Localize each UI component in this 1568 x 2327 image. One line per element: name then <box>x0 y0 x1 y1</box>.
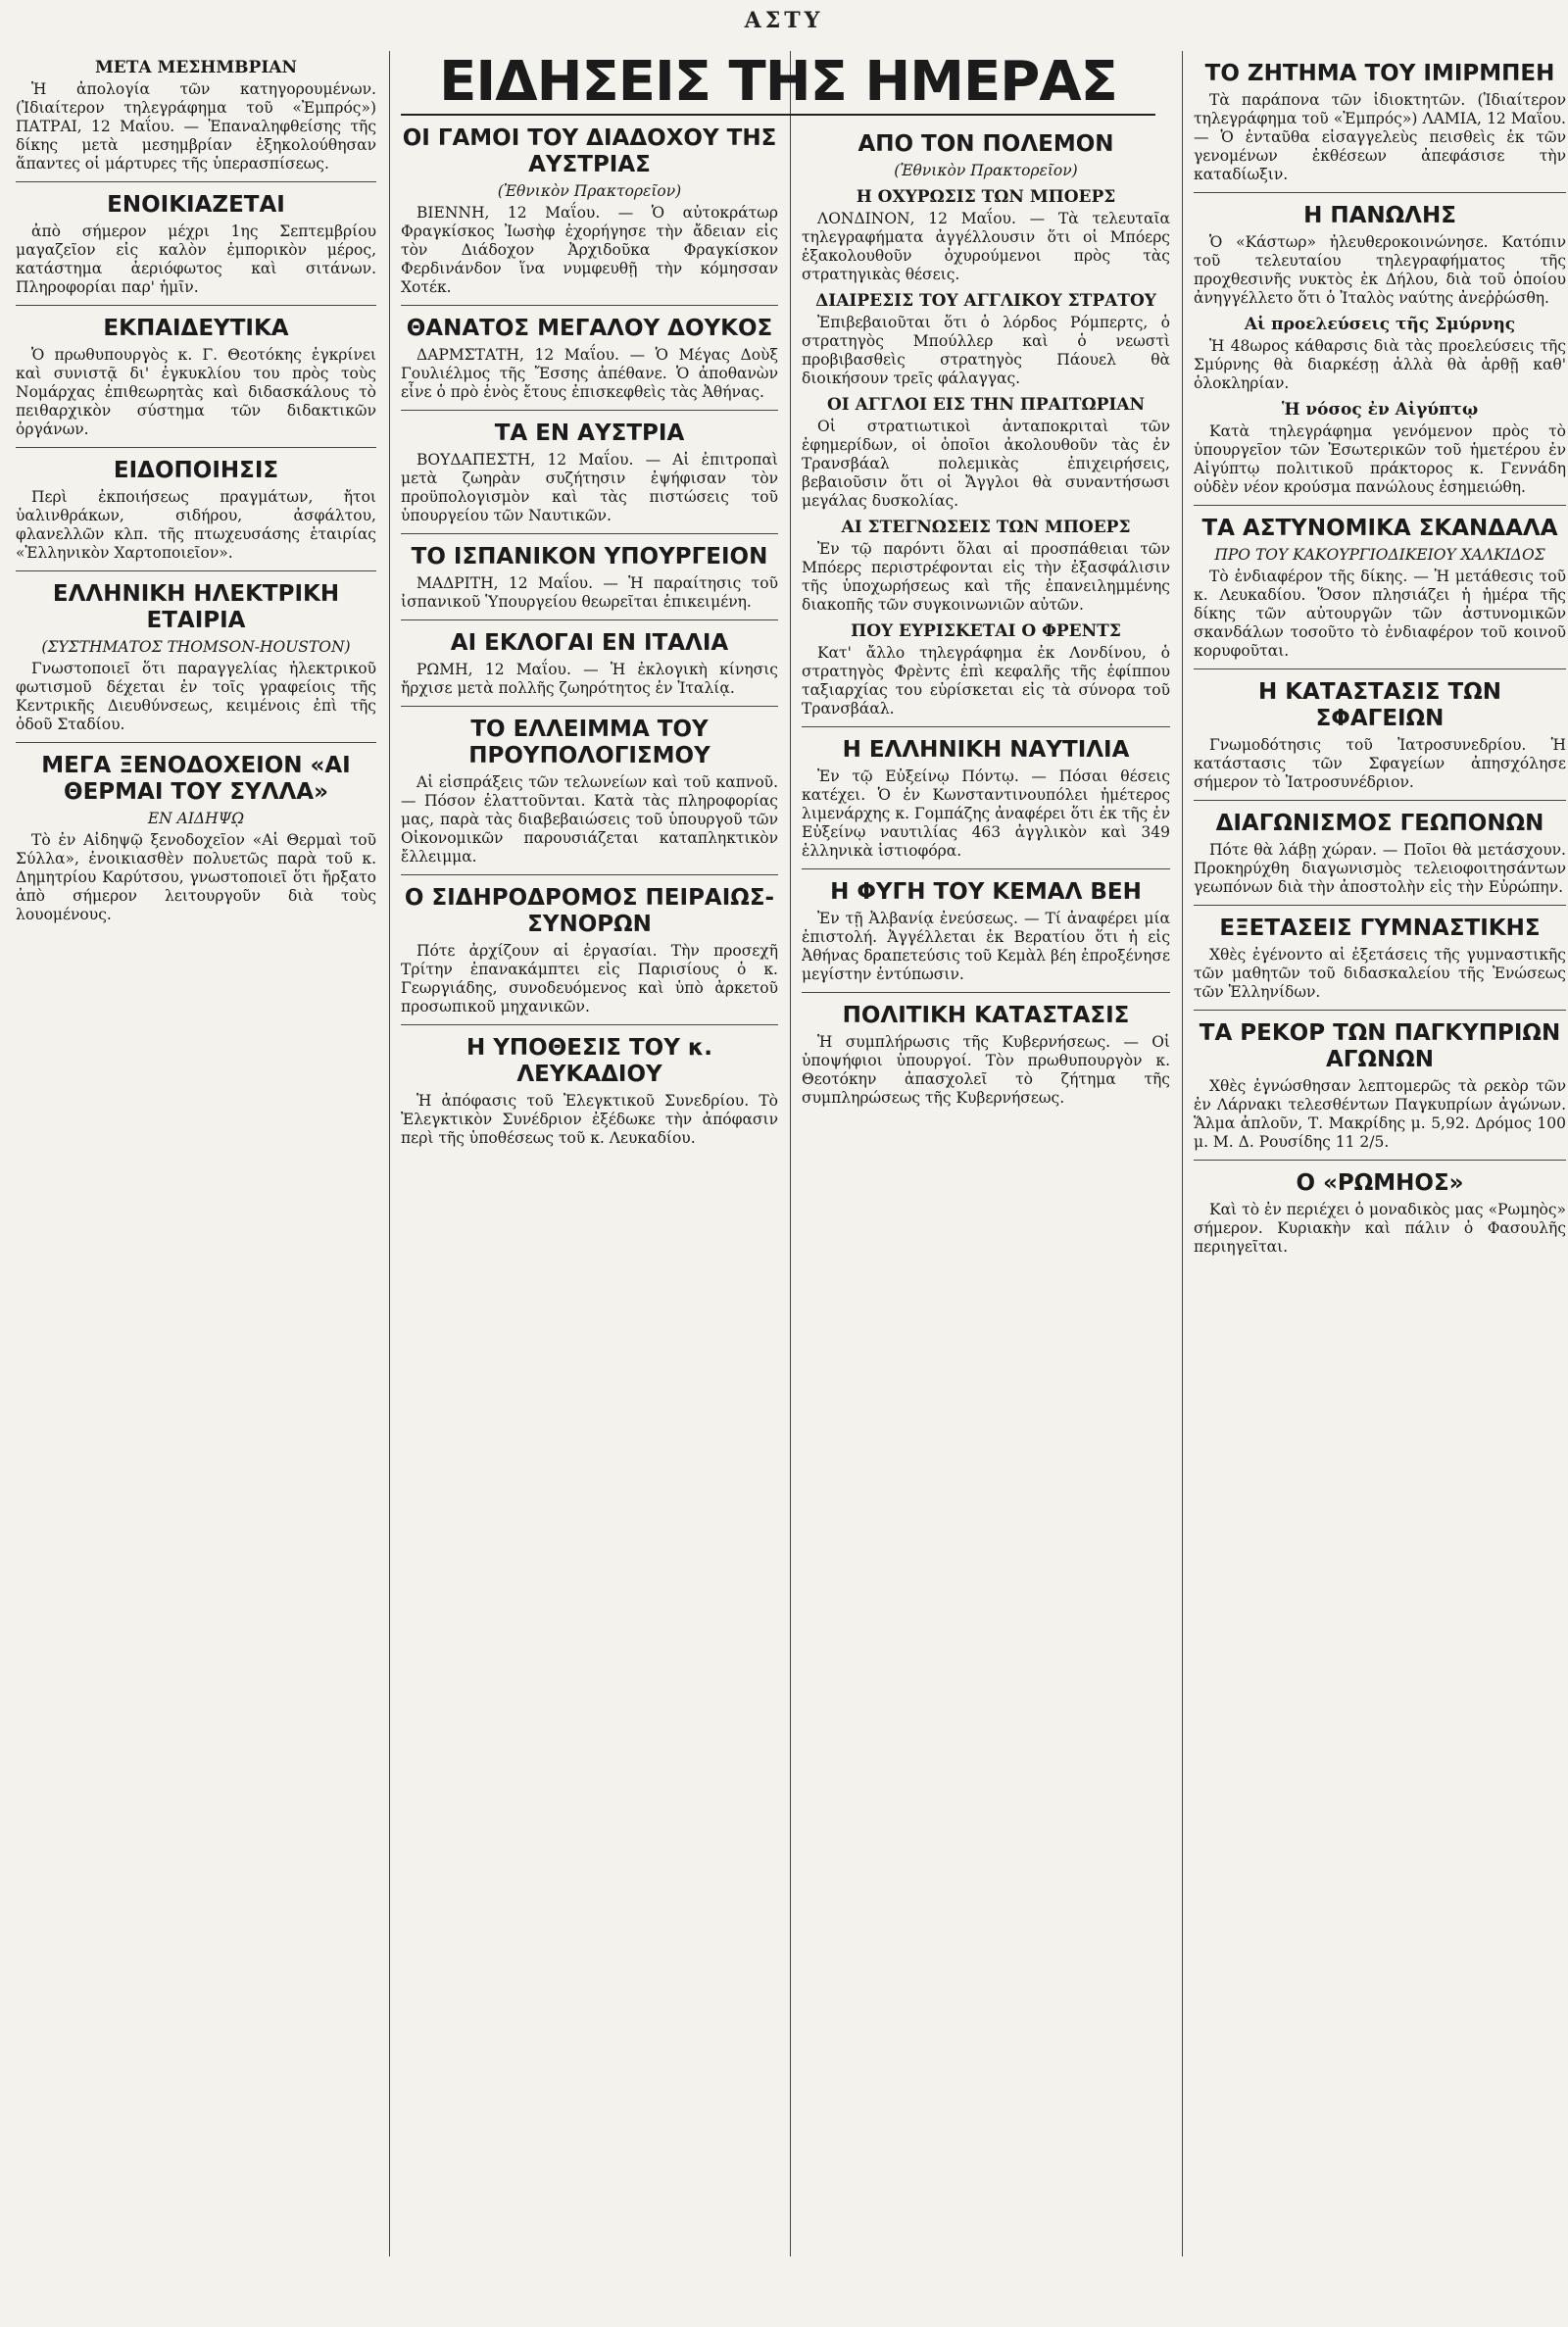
running-head: ΑΣΤΥ <box>744 8 824 33</box>
article-text: Περὶ ἐκποιήσεως πραγμάτων, ἤτοι ὑαλινθράκων, σιδήρου, ἀσφάλτου, φλανελλῶν κλπ. τῆς πτωχευσάσης ἑταιρίας «Ἑλληνικὸν Χαρτοποιεῖον». <box>16 488 376 562</box>
divider <box>802 868 1170 869</box>
article-text: Ἐπιβεβαιοῦται ὅτι ὁ λόρδος Ρόμπερτς, ὁ στρατηγὸς Μπούλλερ καὶ ὁ νεωστὶ προβιβασθεὶς στρατηγὸς Πάουελ θὰ διοικήσουν τρεῖς φάλαγγας. <box>802 314 1170 387</box>
article-text: Χθὲς ἐγένοντο αἱ ἐξετάσεις τῆς γυμναστικῆς τῶν μαθητῶν τοῦ διδασκαλείου τῆς Ἑνώσεως τῶν Ἑλληνίδων. <box>1194 946 1566 1001</box>
headline: Αἱ προελεύσεις τῆς Σμύρνης <box>1244 315 1516 334</box>
divider <box>1194 505 1566 506</box>
divider <box>1194 905 1566 906</box>
article-text: Ἐν τῇ Ἀλβανίᾳ ἐνεύσεως. — Τί ἀναφέρει μία ἐπιστολή. Ἀγγέλλεται ἐκ Βερατίου ὅτι ἡ εἰς Ἀθήνας δραπετεύσις τοῦ Κεμὰλ βέη ἐπροξένησε μεγίστην ἐντύπωσιν. <box>802 910 1170 983</box>
article-text: Αἱ εἰσπράξεις τῶν τελωνείων καὶ τοῦ καπνοῦ. — Πόσον ἐλαττοῦνται. Κατὰ τὰς πληροφορίας μας, παρὰ τὰς διαβεβαιώσεις τοῦ ὑπουργοῦ τῶν Οἰκονομικῶν παρουσιάζεται καταπληκτικὸν ἔλλειμμα. <box>401 773 778 866</box>
headline: Η ΠΑΝΩΛΗΣ <box>1303 203 1456 228</box>
article-text: Ἐν τῷ Εὐξείνῳ Πόντῳ. — Πόσαι θέσεις κατέχει. Ὁ ἐν Κωνσταντινουπόλει ἡμέτερος λιμενάρχης κ. Γομπάζης ἀναφέρει ὅτι ἐκ τῆς ἐν Εὐξείνῳ ναυτιλίας 463 ἀγγλικὸν καὶ 349 ἑλληνικὰ ἱστιοφόρα. <box>802 767 1170 860</box>
article-text: Καὶ τὸ ἐν περιέχει ὁ μοναδικὸς μας «Ρωμηὸς» σήμερον. Κυριακὴν καὶ πάλιν ὁ Φασουλῆς περιηγεῖται. <box>1194 1201 1566 1256</box>
divider <box>1194 800 1566 801</box>
divider <box>401 706 778 707</box>
divider <box>1194 1160 1566 1161</box>
divider <box>401 874 778 875</box>
article-text: ἀπὸ σήμερον μέχρι 1ης Σεπτεμβρίου μαγαζεῖον εἰς καλὸν ἐμπορικὸν μέρος, κατάστημα ἀεριόφωτος καὶ σιτάνων. Πληροφορίαι παρ' ἡμῖν. <box>16 223 376 296</box>
subheadline: ΕΝ ΑΙΔΗΨῼ <box>147 810 245 827</box>
headline: ΤΟ ΕΛΛΕΙΜΜΑ ΤΟΥ ΠΡΟΥΠΟΛΟΓΙΣΜΟΥ <box>468 717 710 768</box>
headline: ΕΝΟΙΚΙΑΖΕΤΑΙ <box>107 192 285 218</box>
article-text: Κατὰ τηλεγράφημα γενόμενον πρὸς τὸ ὑπουργεῖον τῶν Ἐσωτερικῶν τοῦ ἡμετέρου ἐν Αἰγύπτῳ πολιτικοῦ πράκτορος κ. Γεννάδη οὐδὲν νέον κρούσμα πανώλους ἐσημειώθη. <box>1194 422 1566 496</box>
page-banner: ΕΙΔΗΣΕΙΣ ΤΗΣ ΗΜΕΡΑΣ <box>401 51 1155 116</box>
headline: Η ΚΑΤΑΣΤΑΣΙΣ ΤΩΝ ΣΦΑΓΕΙΩΝ <box>1257 679 1502 731</box>
headline: ΜΕΤΑ ΜΕΣΗΜΒΡΙΑΝ <box>94 58 298 77</box>
column-rule <box>1182 51 1183 2256</box>
column-4 <box>1194 51 1566 2256</box>
headline: ΑΙ ΕΚΛΟΓΑΙ ΕΝ ΙΤΑΛΙΑ <box>450 630 729 656</box>
headline: ΕΛΛΗΝΙΚΗ ΗΛΕΚΤΡΙΚΗ ΕΤΑΙΡΙΑ <box>52 581 340 633</box>
headline: ΔΙΑΓΩΝΙΣΜΟΣ ΓΕΩΠΟΝΩΝ <box>1215 811 1544 836</box>
divider <box>16 742 376 743</box>
column-1 <box>16 51 376 2256</box>
divider <box>401 619 778 620</box>
divider <box>401 1024 778 1025</box>
article-text: Οἱ στρατιωτικοὶ ἀνταποκριταὶ τῶν ἐφημερίδων, οἱ ὁποῖοι ἀκολουθοῦν τὰς ἐν Τρανσβάαλ πολεμικὰς ἐπιχειρήσεις, βεβαιοῦσιν ὅτι οἱ Ἄγγλοι θὰ συναντήσωσι μεγάλας δυσκολίας. <box>802 418 1170 510</box>
headline: ΟΙ ΓΑΜΟΙ ΤΟΥ ΔΙΑΔΟΧΟΥ ΤΗΣ ΑΥΣΤΡΙΑΣ <box>402 125 777 177</box>
divider <box>16 570 376 571</box>
headline: ΤΑ ΕΝ ΑΥΣΤΡΙΑ <box>494 421 685 446</box>
article-text: Κατ' ἄλλο τηλεγράφημα ἐκ Λονδίνου, ὁ στρατηγὸς Φρὲντς ἐπὶ κεφαλῆς τῆς ἐφίππου ταξιαρχίας του εὑρίσκεται εἰς τὰ σύνορα τοῦ Τρανσβάαλ. <box>802 644 1170 718</box>
article-text: ΒΙΕΝΝΗ, 12 Μαΐου. — Ὁ αὐτοκράτωρ Φραγκίσκος Ἰωσὴφ ἐχορήγησε τὴν ἄδειαν εἰς τὸν Διάδοχον Ἀρχιδοῦκα Φραγκίσκον Φερδινάνδον ἵνα νυμφευθῇ τὴν κόμησσαν Χοτέκ. <box>401 204 778 296</box>
headline: ΠΟΥ ΕΥΡΙΣΚΕΤΑΙ Ο ΦΡΕΝΤΣ <box>851 621 1121 641</box>
article-text: Ἡ συμπλήρωσις τῆς Κυβερνήσεως. — Οἱ ὑποψήφιοι ὑπουργοί. Τὸν πρωθυπουργὸν κ. Θεοτόκην ἀπασχολεῖ τὸ ζήτημα τῆς συμπληρώσεως τῆς Κυβερνήσεως. <box>802 1033 1170 1107</box>
article-text: Τὰ παράπονα τῶν ἰδιοκτητῶν. (Ἰδιαίτερον τηλεγράφημα τοῦ «Ἐμπρός») ΛΑΜΙΑ, 12 Μαΐου. — Ὁ ἐνταῦθα εἰσαγγελεὺς πεισθεὶς ἐκ τῶν γενομένων ἐκθέσεων ἀπεφάσισε τὴν καταδίωξιν. <box>1194 91 1566 183</box>
subheadline: ΠΡΟ ΤΟΥ ΚΑΚΟΥΡΓΙΟΔΙΚΕΙΟΥ ΧΑΛΚΙΔΟΣ <box>1214 546 1545 564</box>
headline: ΔΙΑΙΡΕΣΙΣ ΤΟΥ ΑΓΓΛΙΚΟΥ ΣΤΡΑΤΟΥ <box>815 291 1156 311</box>
article-text: Τὸ ἐνδιαφέρον τῆς δίκης. — Ἡ μετάθεσις τοῦ κ. Λευκαδίου. Ὅσον πλησιάζει ἡ ἡμέρα τῆς δίκης τῶν αὐτουργῶν τῶν ἀστυνομικῶν σκανδάλων τοσοῦτο τὸ ἐνδιαφέρον τοῦ κοινοῦ κορυφοῦται. <box>1194 568 1566 660</box>
divider <box>802 992 1170 993</box>
subheadline: (Ἐθνικὸν Πρακτορεῖον) <box>497 182 682 200</box>
headline: Η ΕΛΛΗΝΙΚΗ ΝΑΥΤΙΛΙΑ <box>842 737 1130 763</box>
divider <box>401 305 778 306</box>
article-text: ΒΟΥΔΑΠΕΣΤΗ, 12 Μαΐου. — Αἱ ἐπιτροπαὶ μετὰ ζωηρὰν συζήτησιν ἐψήφισαν τὸν προϋπολογισμὸν καὶ τὰς πιστώσεις τοῦ ὑπουργείου τῶν Ναυτικῶν. <box>401 451 778 524</box>
headline: ΜΕΓΑ ΞΕΝΟΔΟΧΕΙΟΝ «ΑΙ ΘΕΡΜΑΙ ΤΟΥ ΣΥΛΛΑ» <box>41 753 351 805</box>
article-text: ΛΟΝΔΙΝΟΝ, 12 Μαΐου. — Τὰ τελευταῖα τηλεγραφήματα ἀγγέλλουσιν ὅτι οἱ Μπόερς ἐξακολουθοῦν ὀχυρούμενοι πρὸς τὰς στρατηγικὰς θέσεις. <box>802 210 1170 283</box>
article-text: Ἡ ἀπόφασις τοῦ Ἐλεγκτικοῦ Συνεδρίου. Τὸ Ἐλεγκτικὸν Συνέδριον ἐξέδωκε τὴν ἀπόφασιν περὶ τῆς ὑποθέσεως τοῦ κ. Λευκαδίου. <box>401 1092 778 1147</box>
headline: ΘΑΝΑΤΟΣ ΜΕΓΑΛΟΥ ΔΟΥΚΟΣ <box>406 316 773 341</box>
article-text: ΜΑΔΡΙΤΗ, 12 Μαΐου. — Ἡ παραίτησις τοῦ ἰσπανικοῦ Ὑπουργείου θεωρεῖται ἐπικειμένη. <box>401 574 778 611</box>
headline: Η ΦΥΓΗ ΤΟΥ ΚΕΜΑΛ ΒΕΗ <box>830 879 1142 905</box>
headline: ΤΟ ΙΣΠΑΝΙΚΟΝ ΥΠΟΥΡΓΕΙΟΝ <box>411 544 768 569</box>
subheadline: (Ἐθνικὸν Πρακτορεῖον) <box>894 162 1078 179</box>
column-rule <box>389 51 390 2256</box>
headline: ΑΙ ΣΤΕΓΝΩΣΕΙΣ ΤΩΝ ΜΠΟΕΡΣ <box>841 518 1131 537</box>
article-text: Ἡ 48ωρος κάθαρσις διὰ τὰς προελεύσεις τῆς Σμύρνης θὰ διαρκέσῃ ἀλλὰ θὰ ἀρθῇ καθ' ὁλοκληρίαν. <box>1194 337 1566 392</box>
article-text: Ὁ πρωθυπουργὸς κ. Γ. Θεοτόκης ἐγκρίνει καὶ συνιστᾷ δι' ἐγκυκλίου του πρὸς τοὺς Νομάρχας ἐπιθεωρητὰς καὶ διδασκάλους τὸ πειθαρχικὸν σύστημα τῶν διδακτικῶν ὀργάνων. <box>16 346 376 438</box>
divider <box>16 181 376 182</box>
subheadline: (ΣΥΣΤΗΜΑΤΟΣ THOMSON-HOUSTON) <box>41 638 351 656</box>
headline: ΟΙ ΑΓΓΛΟΙ ΕΙΣ ΤΗΝ ΠΡΑΙΤΩΡΙΑΝ <box>826 395 1146 415</box>
headline: Η ΥΠΟΘΕΣΙΣ ΤΟΥ κ. ΛΕΥΚΑΔΙΟΥ <box>466 1035 712 1087</box>
divider <box>401 533 778 534</box>
article-text: Τὸ ἐν Αἰδηψῷ ξενοδοχεῖον «Αἱ Θερμαὶ τοῦ Σύλλα», ἐνοικιασθὲν πολυετῶς παρὰ τοῦ κ. Δημητρίου Καρύτσου, γνωστοποιεῖ ὅτι ἤρξατο ἀπὸ σήμερον λειτουργοῦν διὰ τοὺς λουομένους. <box>16 831 376 923</box>
article-text: Γνωστοποιεῖ ὅτι παραγγελίας ἠλεκτρικοῦ φωτισμοῦ δέχεται ἐν τοῖς γραφείοις τῆς Κεντρικῆς Διευθύνσεως, κειμένοις ἐπὶ τῆς ὁδοῦ Σταδίου. <box>16 660 376 733</box>
article-text: Ἐν τῷ παρόντι ὅλαι αἱ προσπάθειαι τῶν Μπόερς περιστρέφονται εἰς τὴν ἐξασφάλισιν τῆς ὑποχωρήσεως καὶ τῆς ἐπανειλημμένης διακοπῆς τῶν συγκοινωνιῶν αὐτῶν. <box>802 540 1170 614</box>
divider <box>802 726 1170 727</box>
headline: ΕΚΠΑΙΔΕΥΤΙΚΑ <box>103 316 289 341</box>
article-text: ΡΩΜΗ, 12 Μαΐου. — Ἡ ἐκλογικὴ κίνησις ἤρχισε μετὰ πολλῆς ζωηρότητος ἐν Ἰταλίᾳ. <box>401 661 778 697</box>
divider <box>16 447 376 448</box>
headline: ΤΟ ΖΗΤΗΜΑ ΤΟΥ ΙΜΙΡΜΠΕΗ <box>1204 61 1555 86</box>
column-rule <box>790 51 791 2256</box>
headline: ΕΙΔΟΠΟΙΗΣΙΣ <box>113 458 279 483</box>
divider <box>1194 668 1566 669</box>
headline: ΕΞΕΤΑΣΕΙΣ ΓΥΜΝΑΣΤΙΚΗΣ <box>1219 916 1541 941</box>
headline: Η ΟΧΥΡΩΣΙΣ ΤΩΝ ΜΠΟΕΡΣ <box>856 187 1116 207</box>
article-text: Πότε θὰ λάβῃ χώραν. — Ποῖοι θὰ μετάσχουν. Προκηρύχθη διαγωνισμὸς τελειοφοιτησάντων γεωπόνων διὰ τὴν ἀποστολὴν εἰς τὴν Εὐρώπην. <box>1194 841 1566 896</box>
article-text: Γνωμοδότησις τοῦ Ἰατροσυνεδρίου. Ἡ κατάστασις τῶν Σφαγείων ἀπησχόλησε σήμερον τὸ Ἰατροσυνέδριον. <box>1194 736 1566 791</box>
divider <box>1194 192 1566 193</box>
headline: Ἡ νόσος ἐν Αἰγύπτῳ <box>1281 400 1479 420</box>
column-3 <box>802 122 1170 2327</box>
article-text: Ὁ «Κάστωρ» ἠλευθεροκοινώνησε. Κατόπιν τοῦ τελευταίου τηλεγραφήματος τῆς προχθεσινῆς νυκτὸς ἐκ Δήλου, διὰ τοῦ ὁποίου ἀνηγγέλλετο ὅτι ὁ Ἰταλὸς ναύτης ἀνεῤῥώσθη. <box>1194 233 1566 307</box>
article-text: Πότε ἀρχίζουν αἱ ἐργασίαι. Τὴν προσεχῆ Τρίτην ἐπανακάμπτει εἰς Παρισίους ὁ κ. Γεωργιάδης, συνοδευόμενος καὶ ὑπὸ ἀρκετοῦ προσωπικοῦ μηχανικῶν. <box>401 942 778 1015</box>
headline: Ο ΣΙΔΗΡΟΔΡΟΜΟΣ ΠΕΙΡΑΙΩΣ-ΣΥΝΟΡΩΝ <box>404 885 775 937</box>
divider <box>16 305 376 306</box>
article-text: Χθὲς ἐγνώσθησαν λεπτομερῶς τὰ ρεκὸρ τῶν ἐν Λάρνακι τελεσθέντων Παγκυπρίων ἀγώνων. Ἅλμα ἀπλοῦν, Τ. Μακρίδης μ. 5,92. Δρόμος 100 μ. Μ. Δ. Ρουσίδης 11 2/5. <box>1194 1077 1566 1151</box>
headline: Ο «ΡΩΜΗΟΣ» <box>1296 1170 1464 1196</box>
headline: ΤΑ ΡΕΚΟΡ ΤΩΝ ΠΑΓΚΥΠΡΙΩΝ ΑΓΩΝΩΝ <box>1199 1020 1561 1072</box>
article-text: ΔΑΡΜΣΤΑΤΗ, 12 Μαΐου. — Ὁ Μέγας Δοὺξ Γουλιέλμος τῆς Ἔσσης ἀπέθανε. Ὁ ἀποθανὼν εἶνε ὁ πρὸ ἑνὸς ἔτους ἐπισκεφθεὶς τὰς Ἀθήνας. <box>401 346 778 401</box>
headline: ΑΠΟ ΤΟΝ ΠΟΛΕΜΟΝ <box>858 131 1114 157</box>
headline: ΤΑ ΑΣΤΥΝΟΜΙΚΑ ΣΚΑΝΔΑΛΑ <box>1201 516 1558 541</box>
headline: ΠΟΛΙΤΙΚΗ ΚΑΤΑΣΤΑΣΙΣ <box>842 1003 1130 1028</box>
article-text: Ἡ ἀπολογία τῶν κατηγορουμένων. (Ἰδιαίτερον τηλεγράφημα τοῦ «Ἐμπρός») ΠΑΤΡΑΙ, 12 Μαΐου. — Ἐπαναληφθείσης τῆς δίκης μετὰ μεσημβρίαν ἐξηκολούθησαν ἅπαντες οἱ μάρτυρες τῆς ὑπερασπίσεως. <box>16 80 376 173</box>
divider <box>401 410 778 411</box>
divider <box>1194 1010 1566 1011</box>
